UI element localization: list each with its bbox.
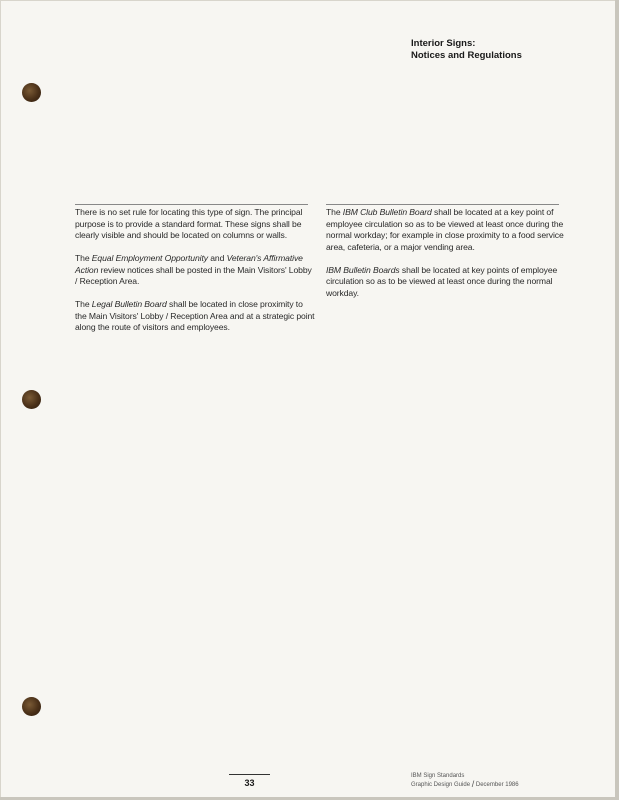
binder-hole-top bbox=[22, 83, 41, 102]
paragraph-eeo: The Equal Employment Opportunity and Veteran's Affirmative Action review notices shall be posted in the Main Visitors' Lobby / Reception Area. bbox=[75, 253, 312, 286]
section-header bbox=[411, 38, 522, 62]
page-number-rule bbox=[229, 774, 270, 775]
footer-line-1: IBM Sign Standards bbox=[411, 773, 465, 779]
footer-credit bbox=[411, 772, 519, 789]
paragraph-club-board: The IBM Club Bulletin Board shall be located at a key point of employee circulation so as to be viewed at least once during the normal workday; for example in close proximity to a food service area, cafeteria, or a major vending area. bbox=[326, 207, 564, 252]
left-column bbox=[75, 207, 315, 345]
binder-hole-middle bbox=[22, 390, 41, 409]
right-column bbox=[326, 207, 566, 311]
section-title: Interior Signs: bbox=[411, 38, 476, 49]
binder-hole-bottom bbox=[22, 697, 41, 716]
paragraph-legal-board: The Legal Bulletin Board shall be located in close proximity to the Main Visitors' Lobby / Reception Area and at a strategic point along the route of visitors and employees. bbox=[75, 299, 315, 332]
paragraph-placement: There is no set rule for locating this type of sign. The principal purpose is to provide a standard format. These signs shall be clearly visible and should be located on columns or walls. bbox=[75, 207, 303, 240]
left-column-rule bbox=[75, 204, 308, 205]
section-subtitle: Notices and Regulations bbox=[411, 50, 522, 61]
paragraph-ibm-boards: IBM Bulletin Boards shall be located at key points of employee circulation so as to be viewed at least once during the normal workday. bbox=[326, 264, 558, 298]
page-number: 33 bbox=[244, 778, 255, 788]
right-column-rule bbox=[326, 204, 559, 205]
footer-line-2: Graphic Design Guide / December 1986 bbox=[411, 779, 519, 789]
